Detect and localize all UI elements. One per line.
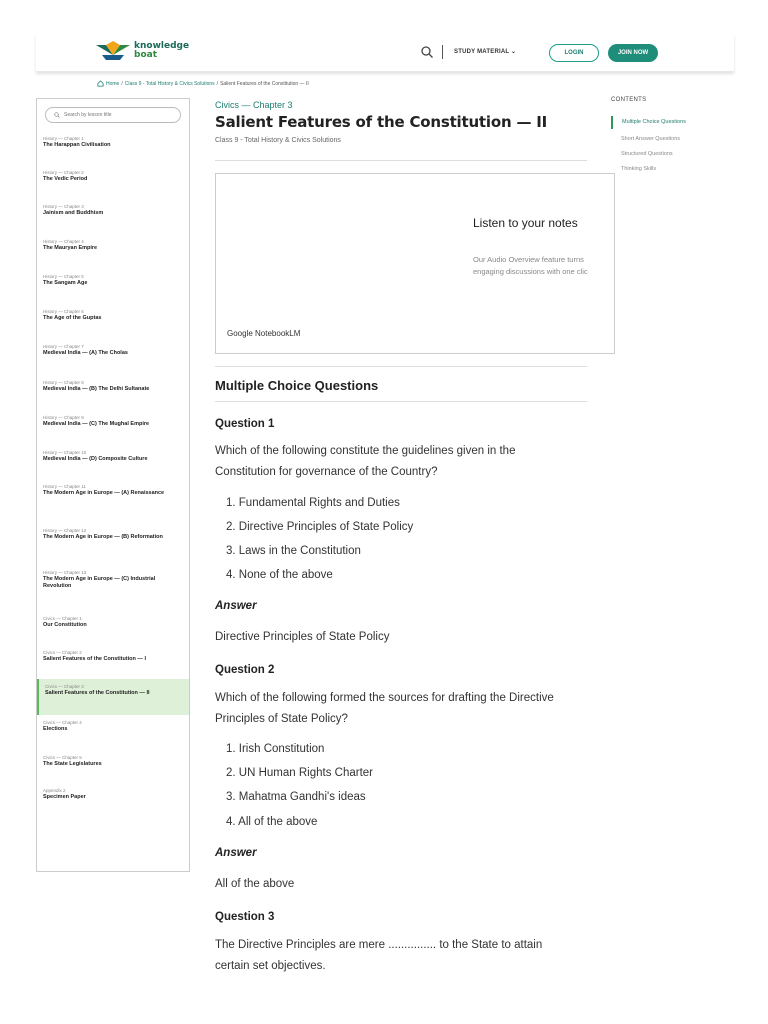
sidebar-item-chapter[interactable] [37,649,189,663]
chapter-title: Medieval India — (C) The Mughal Empire [43,421,150,427]
chapter-category: History — Chapter 10 [43,450,87,455]
page-subtitle: Class 9 - Total History & Civics Solutions [215,137,341,144]
question-text-line: Which of the following constitute the guidelines given in the [215,445,516,457]
ad-title: Listen to your notes [473,216,578,230]
toc-item-structured[interactable]: Structured Questions [621,151,673,157]
chapter-title: Our Constitution [43,622,87,628]
chapter-title: The Age of the Guptas [43,315,102,321]
sidebar-item-chapter[interactable] [37,135,189,149]
chapter-title: The Mauryan Empire [43,245,98,251]
question-option: 2. UN Human Rights Charter [226,767,373,779]
search-icon[interactable] [420,45,434,59]
breadcrumb-current: Salient Features of the Constitution — II [220,80,309,87]
divider [215,160,587,161]
question-text-line: The Directive Principles are mere ............... to the State to attain [215,939,543,951]
question-option: 4. None of the above [226,569,333,581]
sidebar-item-chapter[interactable] [37,787,189,801]
chapter-label: Civics — Chapter 3 [215,100,293,110]
ad-text-line: Our Audio Overview feature turns [473,255,584,264]
chapter-sidebar [36,98,190,872]
breadcrumb-class[interactable]: Class 9 - Total History & Civics Solutions [124,80,215,87]
breadcrumb [97,80,309,87]
question-heading: Question 1 [215,418,275,430]
site-header [36,34,734,72]
chapter-category: History — Chapter 7 [43,344,84,349]
home-icon[interactable] [97,80,104,87]
chapter-category: Civics — Chapter 4 [43,720,82,725]
ad-banner[interactable] [215,173,615,354]
question-option: 2. Directive Principles of State Policy [226,521,414,533]
question-text [215,441,587,483]
chapter-title: The Modern Age in Europe — (C) Industrial Revolution [43,576,156,589]
lesson-search-input[interactable] [64,112,164,118]
chapter-category: History — Chapter 8 [43,380,84,385]
chapter-category: History — Chapter 5 [43,274,84,279]
breadcrumb-home[interactable]: Home [106,80,120,87]
sidebar-item-chapter[interactable] [37,569,189,590]
sidebar-item-chapter[interactable] [37,238,189,252]
question-option: 1. Fundamental Rights and Duties [226,497,400,509]
chapter-category: History — Chapter 9 [43,415,84,420]
page-title: Salient Features of the Constitution — II [215,113,548,131]
ad-brand: Google NotebookLM [227,329,301,338]
chapter-category: History — Chapter 2 [43,170,84,175]
question-heading: Question 3 [215,911,275,923]
chapter-category: History — Chapter 11 [43,484,86,489]
chapter-category: Appendix 2 [43,788,66,793]
question-option: 1. Irish Constitution [226,743,325,755]
divider [215,401,587,402]
sidebar-item-chapter[interactable] [37,169,189,183]
join-now-button[interactable]: JOIN NOW [608,44,658,62]
question-text-line: Constitution for governance of the Country? [215,466,438,478]
chapter-category: Civics — Chapter 5 [43,755,82,760]
chapter-title: Jainism and Buddhism [43,210,104,216]
question-text-line: Which of the following formed the sources for drafting the Directive [215,692,554,704]
ad-text-line: engaging discussions with one clic [473,267,588,276]
divider [215,366,587,367]
sidebar-item-chapter[interactable] [37,527,189,541]
chapter-title: The Harappan Civilisation [43,142,111,148]
sidebar-item-chapter[interactable] [37,273,189,287]
chapter-title: The Modern Age in Europe — (B) Reformation [43,534,163,540]
question-text [215,688,587,730]
chapter-category: History — Chapter 3 [43,204,84,209]
question-option: 4. All of the above [226,816,318,828]
contents-heading: CONTENTS [611,97,647,103]
chapter-category: History — Chapter 6 [43,309,84,314]
sidebar-item-chapter[interactable] [37,754,189,768]
answer-heading: Answer [215,600,257,612]
sidebar-item-chapter[interactable] [37,719,189,733]
chapter-title: Medieval India — (B) The Delhi Sultanate [43,386,150,392]
chapter-category: Civics — Chapter 3 [45,684,84,689]
sidebar-item-chapter[interactable] [37,379,189,393]
chapter-category: History — Chapter 4 [43,239,84,244]
question-option: 3. Laws in the Constitution [226,545,361,557]
logo[interactable] [96,41,189,61]
answer-heading: Answer [215,847,257,859]
chapter-category: History — Chapter 13 [43,570,87,575]
sidebar-item-chapter[interactable] [37,343,189,357]
logo-line-2: boat [134,50,158,60]
chapter-title: Specimen Paper [43,794,86,800]
logo-line-1: knowledge [134,41,190,51]
toc-item-short-answer[interactable]: Short Answer Questions [621,136,681,142]
sidebar-item-chapter-active[interactable] [37,679,189,715]
question-option: 3. Mahatma Gandhi's ideas [226,791,366,803]
question-text [215,935,587,977]
header-separator [442,45,443,59]
chapter-category: Civics — Chapter 2 [43,650,82,655]
breadcrumb-sep: / [121,80,123,87]
study-material-menu[interactable]: STUDY MATERIAL ⌄ [454,49,517,55]
chapter-title: Medieval India — (A) The Cholas [43,350,128,356]
boat-logo-icon [96,41,130,61]
sidebar-item-chapter[interactable] [37,449,189,463]
question-text-line: certain set objectives. [215,960,326,972]
chapter-category: History — Chapter 12 [43,528,87,533]
logo-text [134,42,189,60]
chapter-title: The Sangam Age [43,280,88,286]
chapter-category: Civics — Chapter 1 [43,616,82,621]
question-heading: Question 2 [215,664,275,676]
toc-item-thinking-skills[interactable]: Thinking Skills [621,166,657,172]
chapter-title: Salient Features of the Constitution — II [45,690,150,696]
chapter-category: History — Chapter 1 [43,136,84,141]
section-heading: Multiple Choice Questions [215,378,379,393]
sidebar-item-chapter[interactable] [37,483,189,497]
answer-text: All of the above [215,878,295,890]
sidebar-item-chapter[interactable] [37,615,189,629]
sidebar-item-chapter[interactable] [37,308,189,322]
question-text-line: Principles of State Policy? [215,713,348,725]
chapter-title: The State Legislatures [43,761,102,767]
sidebar-item-chapter[interactable] [37,203,189,217]
ad-text [473,254,588,278]
sidebar-item-chapter[interactable] [37,414,189,428]
chapter-title: Salient Features of the Constitution — I [43,656,146,662]
chapter-title: Elections [43,726,68,732]
login-button[interactable]: LOGIN [549,44,599,62]
chapter-title: Medieval India — (D) Composite Culture [43,456,148,462]
lesson-search[interactable] [45,107,181,123]
toc-item-mcq[interactable]: Multiple Choice Questions [611,116,686,129]
chapter-title: The Modern Age in Europe — (A) Renaissance [43,490,165,496]
chapter-title: The Vedic Period [43,176,88,182]
search-icon [54,112,60,118]
answer-text: Directive Principles of State Policy [215,631,390,643]
breadcrumb-sep: / [216,80,219,87]
